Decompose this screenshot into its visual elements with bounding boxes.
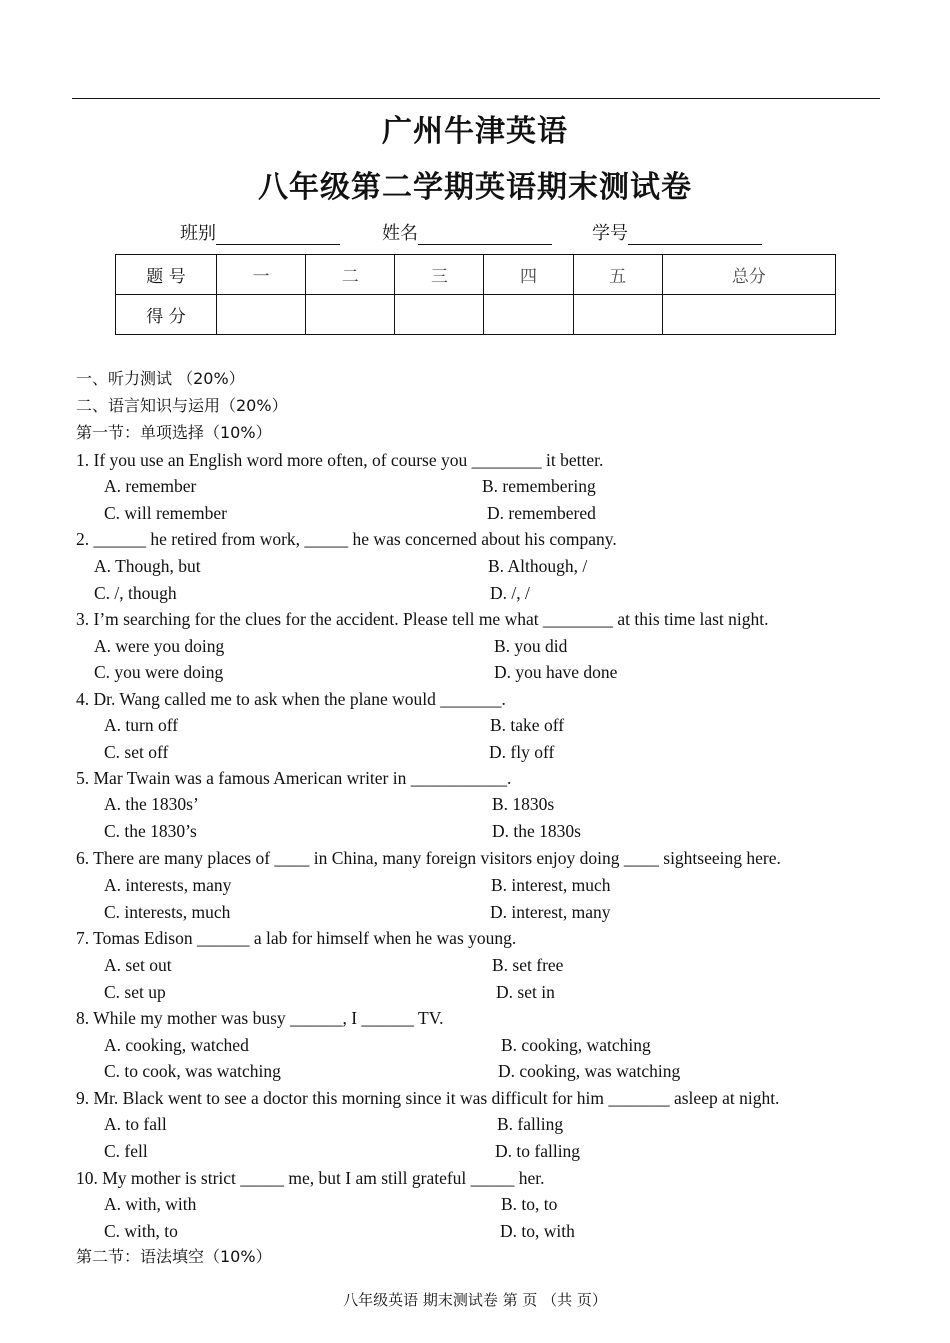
option-d[interactable]: D. remembered	[487, 503, 596, 523]
name-label: 姓名	[382, 223, 418, 244]
option-a[interactable]: A. the 1830s’	[104, 794, 199, 814]
question-stem: 9. Mr. Black went to see a doctor this morning since it was difficult for him _______ asleep at night.	[76, 1088, 780, 1108]
option-d[interactable]: D. fly off	[489, 742, 555, 762]
score-table	[115, 254, 836, 335]
question-stem: 6. There are many places of ____ in China, many foreign visitors enjoy doing ____ sightseeing here.	[76, 848, 781, 868]
score-label: 得 分	[116, 295, 217, 335]
option-d[interactable]: D. the 1830s	[492, 821, 581, 841]
option-b[interactable]: B. cooking, watching	[501, 1035, 651, 1055]
score-cell[interactable]	[306, 295, 395, 335]
question-number-label: 题 号	[116, 255, 217, 295]
option-a[interactable]: A. set out	[104, 955, 172, 975]
option-a[interactable]: A. Though, but	[94, 556, 201, 576]
option-c[interactable]: C. you were doing	[94, 662, 224, 682]
option-d[interactable]: D. interest, many	[490, 902, 611, 922]
option-d[interactable]: D. you have done	[494, 662, 618, 682]
student-id-field	[592, 219, 762, 245]
col-5: 五	[573, 255, 662, 295]
option-a[interactable]: A. remember	[104, 476, 197, 496]
option-d[interactable]: D. to falling	[495, 1141, 581, 1161]
option-b[interactable]: B. interest, much	[491, 875, 611, 895]
option-c[interactable]: C. to cook, was watching	[104, 1061, 281, 1081]
section-listening: 一、听力测试 （20%）	[76, 369, 245, 388]
page-footer: 八年级英语 期末测试卷 第 页 （共 页）	[343, 1291, 607, 1309]
option-c[interactable]: C. interests, much	[104, 902, 231, 922]
option-b[interactable]: B. you did	[494, 636, 568, 656]
option-a[interactable]: A. turn off	[104, 715, 179, 735]
option-c[interactable]: C. with, to	[104, 1221, 178, 1241]
student-id-label: 学号	[592, 223, 628, 244]
col-1: 一	[217, 255, 306, 295]
class-blank[interactable]	[216, 224, 340, 245]
option-c[interactable]: C. will remember	[104, 503, 227, 523]
option-b[interactable]: B. remembering	[482, 476, 596, 496]
option-b[interactable]: B. set free	[492, 955, 564, 975]
score-cell[interactable]	[573, 295, 662, 335]
option-c[interactable]: C. /, though	[94, 583, 177, 603]
score-cell[interactable]	[395, 295, 484, 335]
class-label: 班别	[180, 223, 216, 244]
score-cell[interactable]	[484, 295, 573, 335]
option-a[interactable]: A. with, with	[104, 1194, 197, 1214]
option-d[interactable]: D. to, with	[500, 1221, 575, 1241]
score-table-header-row	[116, 255, 836, 295]
section-language: 二、语言知识与运用（20%）	[76, 396, 288, 415]
option-b[interactable]: B. falling	[497, 1114, 564, 1134]
score-table-score-row	[116, 295, 836, 335]
section-multiple-choice: 第一节：单项选择（10%）	[76, 423, 272, 442]
option-c[interactable]: C. the 1830’s	[104, 821, 197, 841]
class-field	[180, 219, 340, 245]
question-stem: 5. Mar Twain was a famous American writer in ___________.	[76, 768, 512, 788]
question-stem: 7. Tomas Edison ______ a lab for himself when he was young.	[76, 928, 517, 948]
option-c[interactable]: C. set up	[104, 982, 166, 1002]
col-3: 三	[395, 255, 484, 295]
question-stem: 1. If you use an English word more often, of course you ________ it better.	[76, 450, 604, 470]
score-cell-total[interactable]	[662, 295, 835, 335]
question-stem: 10. My mother is strict _____ me, but I am still grateful _____ her.	[76, 1168, 545, 1188]
option-a[interactable]: A. were you doing	[94, 636, 225, 656]
col-4: 四	[484, 255, 573, 295]
option-d[interactable]: D. set in	[496, 982, 555, 1002]
name-field	[382, 219, 552, 245]
option-d[interactable]: D. /, /	[490, 583, 530, 603]
option-d[interactable]: D. cooking, was watching	[498, 1061, 681, 1081]
option-a[interactable]: A. cooking, watched	[104, 1035, 249, 1055]
option-b[interactable]: B. 1830s	[492, 794, 555, 814]
col-total: 总分	[662, 255, 835, 295]
score-cell[interactable]	[217, 295, 306, 335]
name-blank[interactable]	[418, 224, 552, 245]
question-stem: 8. While my mother was busy ______, I ______ TV.	[76, 1008, 444, 1028]
section-grammar-fill: 第二节：语法填空（10%）	[76, 1247, 272, 1266]
option-a[interactable]: A. to fall	[104, 1114, 167, 1134]
page-title: 广州牛津英语	[382, 114, 568, 149]
option-a[interactable]: A. interests, many	[104, 875, 232, 895]
header-rule	[72, 98, 880, 99]
question-stem: 2. ______ he retired from work, _____ he was concerned about his company.	[76, 529, 617, 549]
option-b[interactable]: B. take off	[490, 715, 565, 735]
student-id-blank[interactable]	[628, 224, 762, 245]
question-stem: 3. I’m searching for the clues for the accident. Please tell me what ________ at this time last night.	[76, 609, 769, 629]
question-stem: 4. Dr. Wang called me to ask when the plane would _______.	[76, 689, 506, 709]
option-b[interactable]: B. to, to	[501, 1194, 558, 1214]
col-2: 二	[306, 255, 395, 295]
option-c[interactable]: C. set off	[104, 742, 169, 762]
option-c[interactable]: C. fell	[104, 1141, 148, 1161]
option-b[interactable]: B. Although, /	[488, 556, 588, 576]
exam-subtitle: 八年级第二学期英语期末测试卷	[258, 170, 692, 205]
